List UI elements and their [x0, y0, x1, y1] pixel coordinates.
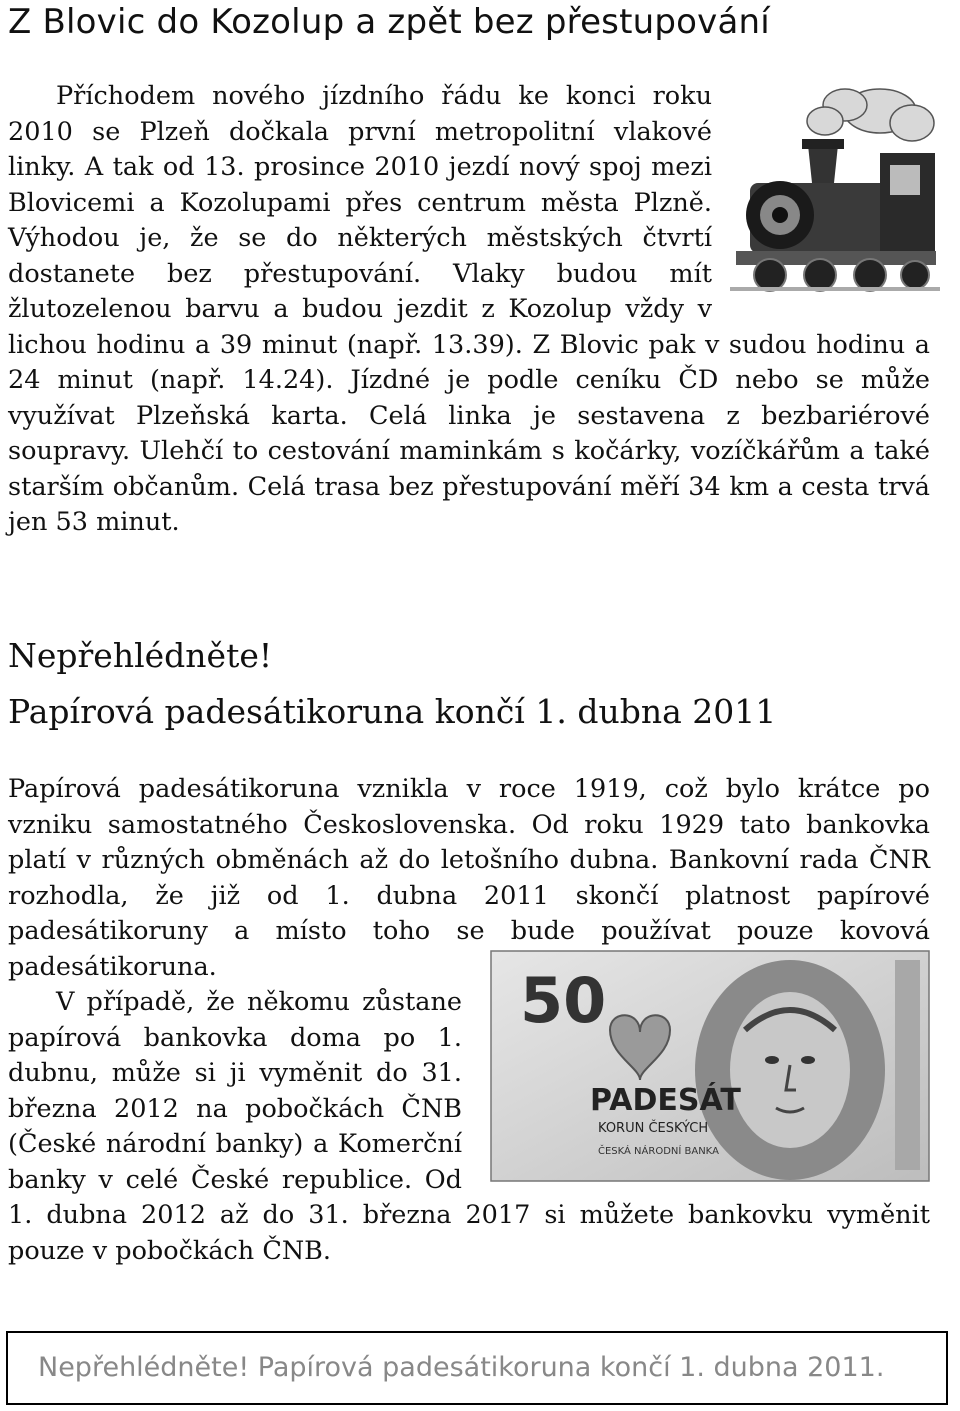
article-body-train	[8, 79, 930, 541]
steam-train-illustration-icon	[730, 83, 940, 298]
banknote-value: 50	[520, 963, 607, 1037]
heading-banknote: Papírová padesátikoruna končí 1. dubna 2011	[8, 692, 777, 731]
footer-text: Nepřehlédněte! Papírová padesátikoruna končí 1. dubna 2011.	[38, 1352, 885, 1383]
banknote-paragraph-2: V případě, že někomu zůstane papírová bankovka doma po 1. dubnu, může si ji vyměnit do 31. března 2012 na pobočkách ČNB (České národní banky) a Komerční banky v celé České republice. Od 1. dubna 2012 až do 31. března 2017 si můžete bankovku vyměnit pouze v pobočkách ČNB.	[8, 987, 930, 1266]
train-paragraph: Příchodem nového jízdního řádu ke konci roku 2010 se Plzeň dočkala první metropolitní vlakové linky. A tak od 13. prosince 2010 jezdí nový spoj mezi Blovicemi a Kozolupami přes centrum města Plzně. Výhodou je, že se do některých městských čtvrtí dostanete bez přestupování. Vlaky budou mít žlutozelenou barvu a budou jezdit z Kozolup vždy v lichou hodinu a 39 minut (např. 13.39). Z Blovic pak v sudou hodinu a 24 minut (např. 14.24). Jízdné je podle ceníku ČD nebo se může využívat Plzeňská karta. Celá linka je sestavena z bezbariérové soupravy. Ulehčí to cestování maminkám s kočárky, vozíčkářům a také starším občanům. Celá trasa bez přestupování měří 34 km a cesta trvá jen 53 minut.	[8, 81, 930, 537]
banknote-50-czk-icon	[490, 950, 930, 1182]
banknote-paragraph-1: Papírová padesátikoruna vznikla v roce 1919, což bylo krátce po vzniku samostatného Československa. Od roku 1929 tato bankovka platí v různých obměnách až do letošního dubna. Bankovní rada ČNR rozhodla, že již od 1. dubna 2011 skončí platnost papírové padesátikoruny a místo toho se bude používat pouze kovová padesátikoruna.	[8, 774, 930, 982]
banknote-bank: ČESKÁ NÁRODNÍ BANKA	[598, 1145, 719, 1157]
banknote-sub: KORUN ČESKÝCH	[598, 1120, 709, 1136]
article-body-banknote	[8, 772, 930, 1269]
article-title-train: Z Blovic do Kozolup a zpět bez přestupování	[8, 2, 770, 42]
heading-notice: Nepřehlédněte!	[8, 636, 273, 675]
banknote-word: PADESÁT	[590, 1082, 741, 1118]
footer-box	[6, 1331, 948, 1405]
